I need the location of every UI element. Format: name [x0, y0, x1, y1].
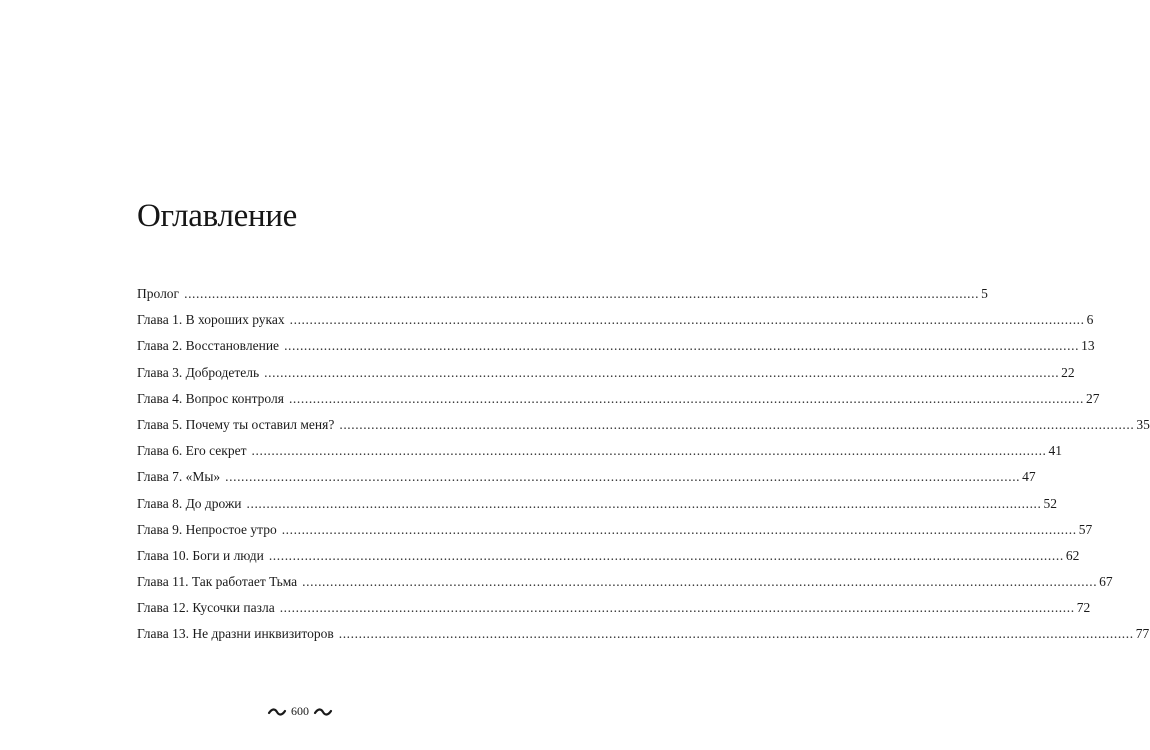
toc-entry-title: Глава 12. Кусочки пазла	[137, 600, 275, 616]
toc-entry	[137, 547, 1080, 574]
toc-entry-title: Глава 7. «Мы»	[137, 469, 221, 485]
dot-leader: ........................................................................................................................................................................................................	[225, 469, 1021, 485]
dot-leader: ........................................................................................................................................................................................................	[279, 600, 1075, 616]
toc-list	[137, 286, 1150, 653]
dot-leader: ........................................................................................................................................................................................................	[284, 338, 1080, 354]
toc-entry	[137, 338, 1095, 364]
toc-entry-page: 62	[1065, 547, 1080, 563]
dot-leader: ........................................................................................................................................................................................................	[264, 364, 1060, 380]
toc-entry	[137, 600, 1091, 626]
toc-entry-title: Глава 1. В хороших руках	[137, 312, 285, 328]
toc-entry-page: 27	[1085, 390, 1100, 406]
tilde-swash-icon	[314, 708, 332, 716]
toc-entry-page: 6	[1086, 312, 1094, 328]
toc-entry-page: 13	[1081, 338, 1095, 354]
toc-entry-page: 22	[1061, 364, 1075, 380]
toc-entry	[137, 286, 988, 312]
dot-leader: ........................................................................................................................................................................................................	[289, 312, 1085, 328]
toc-entry	[137, 416, 1150, 443]
toc-entry-title: Глава 4. Вопрос контроля	[137, 390, 284, 406]
dot-leader: ........................................................................................................................................................................................................	[184, 286, 980, 301]
toc-entry-page: 5	[981, 286, 988, 301]
toc-entry	[137, 390, 1100, 417]
toc-entry-page: 41	[1048, 443, 1063, 459]
dot-leader: ........................................................................................................................................................................................................	[302, 574, 1098, 590]
toc-entry-page: 67	[1099, 574, 1113, 590]
toc-entry-page: 47	[1022, 469, 1036, 485]
toc-entry-title: Глава 8. До дрожи	[137, 495, 242, 511]
toc-entry	[137, 443, 1063, 469]
dot-leader: ........................................................................................................................................................................................................	[281, 521, 1077, 537]
toc-entry-title: Глава 9. Непростое утро	[137, 521, 277, 537]
toc-entry-title: Глава 13. Не дразни инквизиторов	[137, 626, 334, 642]
page-number: 600	[291, 704, 309, 718]
dot-leader: ........................................................................................................................................................................................................	[251, 443, 1047, 459]
toc-entry-page: 72	[1076, 600, 1091, 616]
toc-entry-page: 77	[1135, 626, 1150, 642]
toc-heading: Оглавление	[137, 198, 298, 234]
toc-entry-title: Глава 2. Восстановление	[137, 338, 280, 354]
dot-leader: ........................................................................................................................................................................................................	[268, 547, 1064, 563]
toc-entry	[137, 574, 1113, 600]
toc-entry-title: Глава 11. Так работает Тьма	[137, 574, 298, 590]
dot-leader: ........................................................................................................................................................................................................	[338, 626, 1134, 642]
toc-entry-title: Глава 5. Почему ты оставил меня?	[137, 416, 335, 432]
dot-leader: ........................................................................................................................................................................................................	[246, 495, 1042, 511]
dot-leader: ........................................................................................................................................................................................................	[339, 416, 1135, 432]
dot-leader: ........................................................................................................................................................................................................	[288, 390, 1084, 406]
toc-entry-title: Глава 6. Его секрет	[137, 443, 247, 459]
tilde-swash-icon	[268, 708, 286, 716]
toc-entry	[137, 469, 1036, 495]
toc-entry-page: 35	[1136, 416, 1150, 432]
page-footer	[0, 704, 600, 719]
toc-entry	[137, 495, 1057, 522]
toc-entry	[137, 521, 1093, 548]
toc-entry-page: 57	[1078, 521, 1093, 537]
toc-entry-title: Глава 10. Боги и люди	[137, 547, 264, 563]
toc-entry	[137, 626, 1150, 652]
toc-entry-page: 52	[1043, 495, 1057, 511]
toc-entry	[137, 364, 1075, 391]
toc-entry-title: Глава 3. Добродетель	[137, 364, 260, 380]
toc-entry-title: Пролог	[137, 286, 180, 301]
toc-entry	[137, 312, 1094, 338]
